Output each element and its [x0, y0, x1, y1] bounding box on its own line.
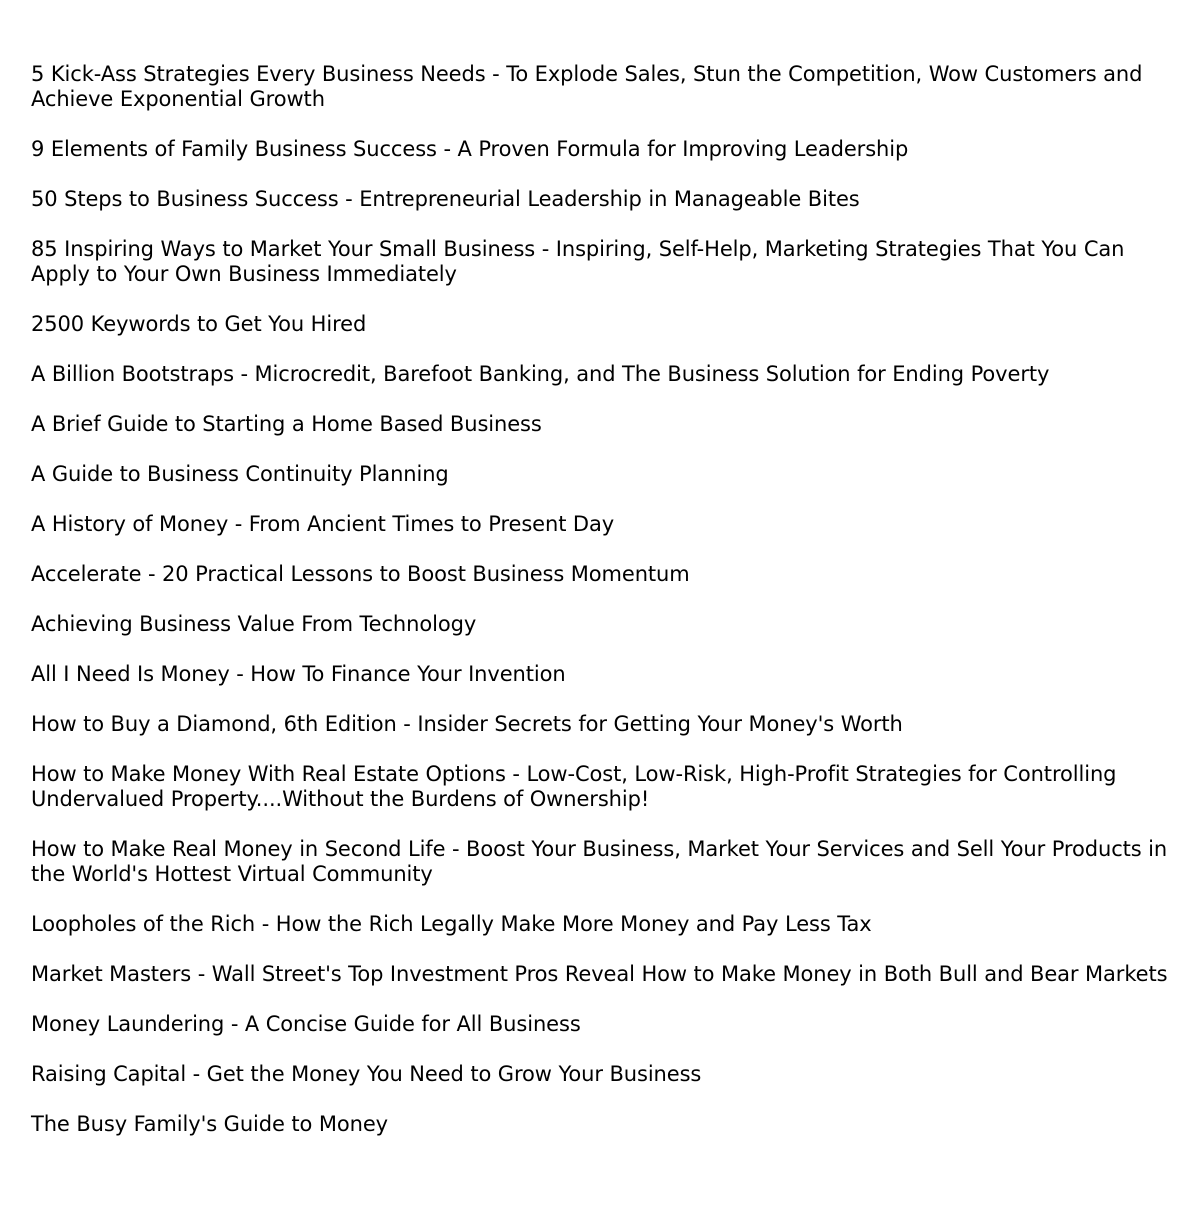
list-item: A History of Money - From Ancient Times to Present Day — [31, 512, 615, 536]
list-item: 50 Steps to Business Success - Entrepreneurial Leadership in Manageable Bites — [31, 187, 860, 211]
list-item: 9 Elements of Family Business Success - A Proven Formula for Improving Leadership — [31, 137, 909, 161]
list-item: Raising Capital - Get the Money You Need to Grow Your Business — [31, 1062, 702, 1086]
list-item: Achieving Business Value From Technology — [31, 612, 477, 636]
list-item: 5 Kick-Ass Strategies Every Business Needs - To Explode Sales, Stun the Competition, Wow Customers and Achieve Exponential Growth — [31, 62, 1143, 111]
list-item: Accelerate - 20 Practical Lessons to Boost Business Momentum — [31, 562, 690, 586]
list-item: A Brief Guide to Starting a Home Based Business — [31, 412, 542, 436]
list-item: Market Masters - Wall Street's Top Investment Pros Reveal How to Make Money in Both Bull and Bear Markets — [31, 962, 1168, 986]
list-item: How to Make Money With Real Estate Options - Low-Cost, Low-Risk, High-Profit Strategies for Controlling Undervalued Property....Without the Burdens of Ownership! — [31, 762, 1117, 811]
list-item: Loopholes of the Rich - How the Rich Legally Make More Money and Pay Less Tax — [31, 912, 872, 936]
list-item: A Billion Bootstraps - Microcredit, Barefoot Banking, and The Business Solution for Ending Poverty — [31, 362, 1050, 386]
list-item: How to Make Real Money in Second Life - Boost Your Business, Market Your Services and Sell Your Products in the World's Hottest Virtual Community — [31, 837, 1168, 886]
list-item: The Busy Family's Guide to Money — [31, 1112, 388, 1136]
list-item: How to Buy a Diamond, 6th Edition - Insider Secrets for Getting Your Money's Worth — [31, 712, 903, 736]
document-page — [31, 62, 1171, 1162]
list-item: A Guide to Business Continuity Planning — [31, 462, 449, 486]
book-title-list — [31, 62, 1171, 1137]
list-item: 85 Inspiring Ways to Market Your Small Business - Inspiring, Self-Help, Marketing Strategies That You Can Apply to Your Own Business Immediately — [31, 237, 1125, 286]
list-item: 2500 Keywords to Get You Hired — [31, 312, 367, 336]
list-item: All I Need Is Money - How To Finance Your Invention — [31, 662, 566, 686]
list-item: Money Laundering - A Concise Guide for All Business — [31, 1012, 581, 1036]
